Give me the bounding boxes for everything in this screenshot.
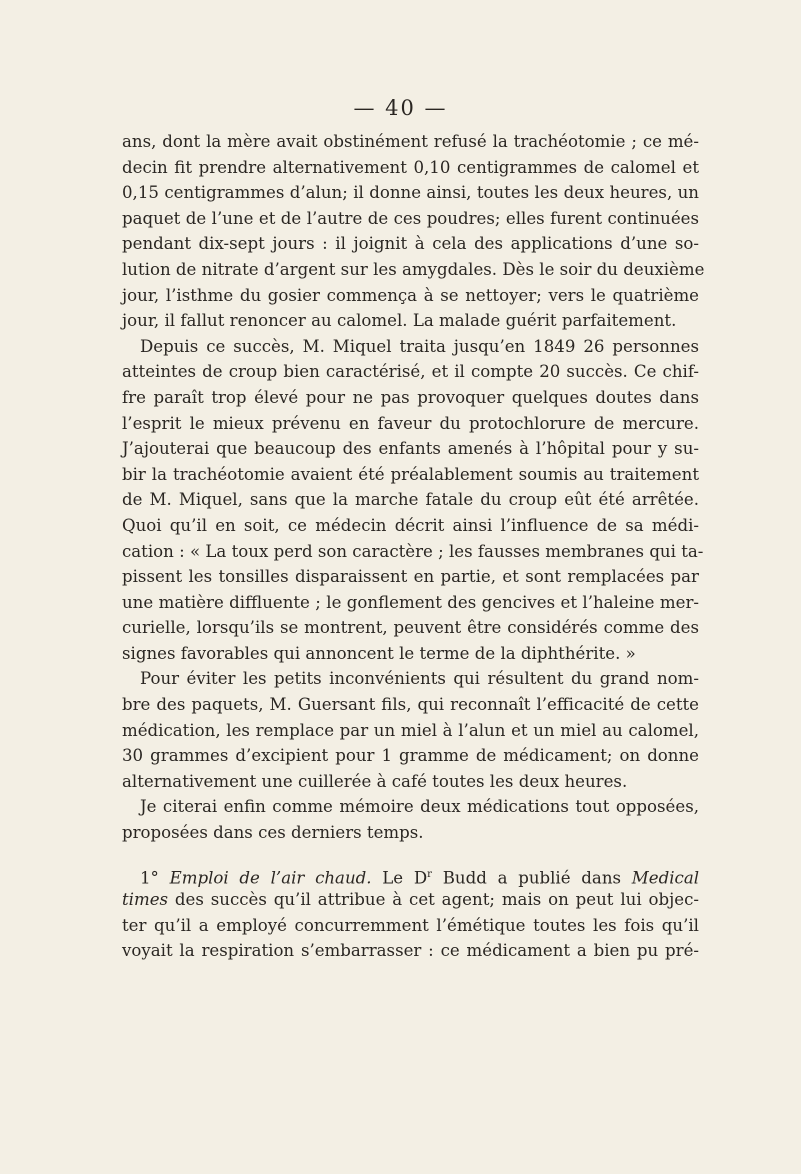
text-line: pissent les tonsilles disparaissent en partie, et sont remplacées par bbox=[122, 567, 699, 587]
text-line: ans, dont la mère avait obstinément refusé la trachéotomie ; ce mé- bbox=[122, 132, 699, 151]
paragraph-3 bbox=[122, 666, 699, 794]
section-first-line bbox=[122, 862, 699, 888]
text-line: bre des paquets, M. Guersant fils, qui reconnaît l’efficacité de cette bbox=[122, 695, 699, 715]
section-text: Le D bbox=[371, 868, 428, 888]
text-line: jour, l’isthme du gosier commença à se nettoyer; vers le quatrième bbox=[122, 285, 699, 305]
text-line: une matière diffluente ; le gonflement des gencives et l’haleine mer- bbox=[122, 592, 699, 612]
text-line: bir la trachéotomie avaient été préalablement soumis au traitement bbox=[122, 464, 699, 484]
text-line: cation : « La toux perd son caractère ; les fausses membranes qui ta- bbox=[122, 541, 704, 561]
text-line: Quoi qu’il en soit, ce médecin décrit ainsi l’influence de sa médi- bbox=[122, 515, 699, 535]
text-line: alternativement une cuillerée à café toutes les deux heures. bbox=[122, 771, 628, 791]
text-line: 30 grammes d’excipient pour 1 gramme de médicament; on donne bbox=[122, 746, 699, 766]
text-line: lution de nitrate d’argent sur les amygdales. Dès le soir du deuxième bbox=[122, 259, 705, 279]
text-line: Depuis ce succès, M. Miquel traita jusqu’en 1849 26 personnes bbox=[140, 336, 699, 356]
text-line bbox=[122, 887, 699, 913]
paragraph-1 bbox=[122, 129, 705, 334]
paragraph-2 bbox=[122, 334, 704, 667]
section-title: Emploi de l’air chaud. bbox=[169, 868, 372, 888]
text-line: pendant dix-sept jours : il joignit à cela des applications d’une so- bbox=[122, 234, 699, 254]
section-text: des succès qu’il attribue à cet agent; mais on peut lui objec- bbox=[168, 890, 699, 910]
section-text: Budd a publié dans bbox=[431, 868, 632, 888]
text-line: l’esprit le mieux prévenu en faveur du protochlorure de mercure. bbox=[122, 413, 699, 433]
text-line: voyait la respiration s’embarrasser : ce médicament a bien pu pré- bbox=[122, 941, 699, 961]
text-line: decin fit prendre alternativement 0,10 centigrammes de calomel et bbox=[122, 157, 699, 177]
section-gap bbox=[122, 846, 699, 862]
journal-name: Medical bbox=[631, 868, 700, 888]
text-line: fre paraît trop élevé pour ne pas provoquer quelques doutes dans bbox=[122, 387, 699, 407]
text-line: 0,15 centigrammes d’alun; il donne ainsi, toutes les deux heures, un bbox=[122, 183, 699, 203]
text-line: J’ajouterai que beaucoup des enfants amenés à l’hôpital pour y su- bbox=[122, 439, 699, 459]
journal-name-cont: times bbox=[122, 890, 169, 910]
text-line: atteintes de croup bien caractérisé, et il compte 20 succès. Ce chif- bbox=[122, 362, 699, 382]
page-number: — 40 — bbox=[353, 96, 448, 120]
text-line: Pour éviter les petits inconvénients qui résultent du grand nom- bbox=[140, 669, 699, 689]
text-line: proposées dans ces derniers temps. bbox=[122, 823, 424, 843]
text-line: de M. Miquel, sans que la marche fatale du croup eût été arrêtée. bbox=[122, 490, 699, 510]
text-line: signes favorables qui annoncent le terme de la diphthérite. » bbox=[122, 643, 636, 663]
text-line: Je citerai enfin comme mémoire deux médications tout opposées, bbox=[140, 797, 699, 817]
paragraph-4 bbox=[122, 794, 699, 845]
superscript: r bbox=[427, 868, 432, 880]
section-number: 1° bbox=[140, 868, 159, 888]
text-line: paquet de l’une et de l’autre de ces poudres; elles furent continuées bbox=[122, 208, 699, 228]
section-air-chaud bbox=[122, 862, 699, 964]
text-line: curielle, lorsqu’ils se montrent, peuvent être considérés comme des bbox=[122, 618, 699, 638]
text-line: ter qu’il a employé concurremment l’émétique toutes les fois qu’il bbox=[122, 915, 699, 935]
text-line: jour, il fallut renoncer au calomel. La malade guérit parfaitement. bbox=[122, 311, 677, 331]
body-text bbox=[122, 129, 705, 964]
text-line: médication, les remplace par un miel à l’alun et un miel au calomel, bbox=[122, 720, 699, 740]
